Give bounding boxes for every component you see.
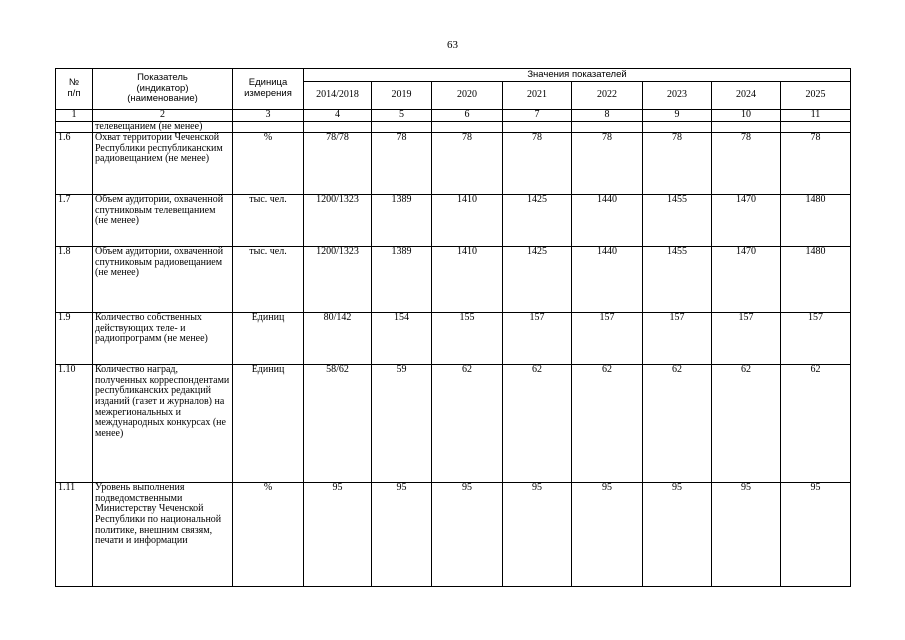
indicator-name: Объем аудитории, охваченной спутниковым телевещанием (не менее) — [93, 195, 233, 247]
indicator-name: Уровень выполнения подведомственными Министерству Чеченской Республики по национальной политике, внешним связям, печати и информации — [93, 483, 233, 587]
indicator-name: Количество собственных действующих теле- и радиопрограмм (не менее) — [93, 313, 233, 365]
indicator-value: 80/142 — [304, 313, 372, 365]
indicator-value: 1480 — [781, 195, 851, 247]
unit-of-measure: тыс. чел. — [233, 247, 304, 313]
indicator-value: 154 — [372, 313, 432, 365]
indicator-value: 1425 — [503, 247, 572, 313]
indicator-value — [643, 121, 712, 133]
header-year: 2021 — [503, 82, 572, 110]
indicator-value — [781, 121, 851, 133]
indicator-value: 1200/1323 — [304, 195, 372, 247]
indicator-value: 95 — [304, 483, 372, 587]
unit-of-measure: % — [233, 483, 304, 587]
indicator-value: 78 — [432, 133, 503, 195]
unit-of-measure: % — [233, 133, 304, 195]
indicator-value: 1389 — [372, 195, 432, 247]
column-number: 6 — [432, 110, 503, 122]
indicator-value: 1410 — [432, 247, 503, 313]
header-values-group: Значения показателей — [304, 69, 851, 82]
header-year: 2025 — [781, 82, 851, 110]
indicator-value: 1200/1323 — [304, 247, 372, 313]
indicator-name: Объем аудитории, охваченной спутниковым радиовещанием (не менее) — [93, 247, 233, 313]
indicator-value: 78 — [712, 133, 781, 195]
indicator-value: 157 — [643, 313, 712, 365]
indicator-value: 95 — [432, 483, 503, 587]
page-number: 63 — [447, 39, 458, 51]
indicator-value: 95 — [712, 483, 781, 587]
header-indicator-name: Показатель (индикатор) (наименование) — [93, 69, 233, 110]
indicator-value: 1440 — [572, 195, 643, 247]
header-unit: Единица измерения — [233, 69, 304, 110]
row-number: 1.11 — [56, 483, 93, 587]
indicator-value: 78 — [503, 133, 572, 195]
indicator-value: 62 — [432, 365, 503, 483]
column-number: 2 — [93, 110, 233, 122]
indicator-value: 1470 — [712, 195, 781, 247]
indicator-value: 155 — [432, 313, 503, 365]
indicator-value: 78 — [781, 133, 851, 195]
indicator-value: 157 — [781, 313, 851, 365]
row-number: 1.10 — [56, 365, 93, 483]
indicator-value: 78 — [643, 133, 712, 195]
indicator-value: 78 — [372, 133, 432, 195]
row-number: 1.8 — [56, 247, 93, 313]
header-year: 2022 — [572, 82, 643, 110]
header-year: 2019 — [372, 82, 432, 110]
indicator-value: 1389 — [372, 247, 432, 313]
column-number: 11 — [781, 110, 851, 122]
indicator-value: 95 — [643, 483, 712, 587]
indicator-value: 62 — [643, 365, 712, 483]
column-number: 8 — [572, 110, 643, 122]
indicator-value: 95 — [503, 483, 572, 587]
table-row — [56, 195, 851, 247]
indicator-value — [712, 121, 781, 133]
indicator-value: 95 — [781, 483, 851, 587]
indicator-value: 157 — [572, 313, 643, 365]
indicator-value: 62 — [781, 365, 851, 483]
row-number: 1.9 — [56, 313, 93, 365]
indicator-value: 1425 — [503, 195, 572, 247]
indicator-name: телевещанием (не менее) — [93, 121, 233, 133]
indicators-table — [55, 68, 851, 587]
table-row — [56, 247, 851, 313]
indicator-value: 62 — [503, 365, 572, 483]
indicator-value — [432, 121, 503, 133]
column-number: 10 — [712, 110, 781, 122]
unit-of-measure — [233, 121, 304, 133]
row-number — [56, 121, 93, 133]
indicator-value: 1455 — [643, 195, 712, 247]
column-number: 5 — [372, 110, 432, 122]
column-number: 3 — [233, 110, 304, 122]
unit-of-measure: Единиц — [233, 365, 304, 483]
indicator-value: 58/62 — [304, 365, 372, 483]
header-year: 2014/2018 — [304, 82, 372, 110]
unit-of-measure: Единиц — [233, 313, 304, 365]
indicator-value: 1410 — [432, 195, 503, 247]
header-year: 2020 — [432, 82, 503, 110]
table-row — [56, 365, 851, 483]
indicator-name: Количество наград, полученных корреспондентами республиканских редакций изданий (газет и журналов) на межрегиональных и международных конкурсах (не менее) — [93, 365, 233, 483]
indicator-value: 1470 — [712, 247, 781, 313]
indicator-value: 157 — [712, 313, 781, 365]
row-number: 1.7 — [56, 195, 93, 247]
indicator-value: 59 — [372, 365, 432, 483]
column-number: 9 — [643, 110, 712, 122]
indicator-value: 95 — [572, 483, 643, 587]
indicator-value: 95 — [372, 483, 432, 587]
indicator-value — [372, 121, 432, 133]
indicator-name: Охват территории Чеченской Республики республиканским радиовещанием (не менее) — [93, 133, 233, 195]
row-number: 1.6 — [56, 133, 93, 195]
indicator-value: 78/78 — [304, 133, 372, 195]
indicator-value: 62 — [572, 365, 643, 483]
indicator-value — [304, 121, 372, 133]
header-year: 2024 — [712, 82, 781, 110]
column-number: 4 — [304, 110, 372, 122]
indicator-value: 157 — [503, 313, 572, 365]
table-row — [56, 313, 851, 365]
table-row — [56, 121, 851, 133]
indicator-value: 1455 — [643, 247, 712, 313]
table-row — [56, 133, 851, 195]
column-number: 1 — [56, 110, 93, 122]
header-year: 2023 — [643, 82, 712, 110]
column-number: 7 — [503, 110, 572, 122]
table-row — [56, 483, 851, 587]
indicator-value: 62 — [712, 365, 781, 483]
indicator-value: 1440 — [572, 247, 643, 313]
indicator-value — [572, 121, 643, 133]
unit-of-measure: тыс. чел. — [233, 195, 304, 247]
indicator-value — [503, 121, 572, 133]
header-no: № п/п — [56, 69, 93, 110]
indicator-value: 78 — [572, 133, 643, 195]
indicator-value: 1480 — [781, 247, 851, 313]
